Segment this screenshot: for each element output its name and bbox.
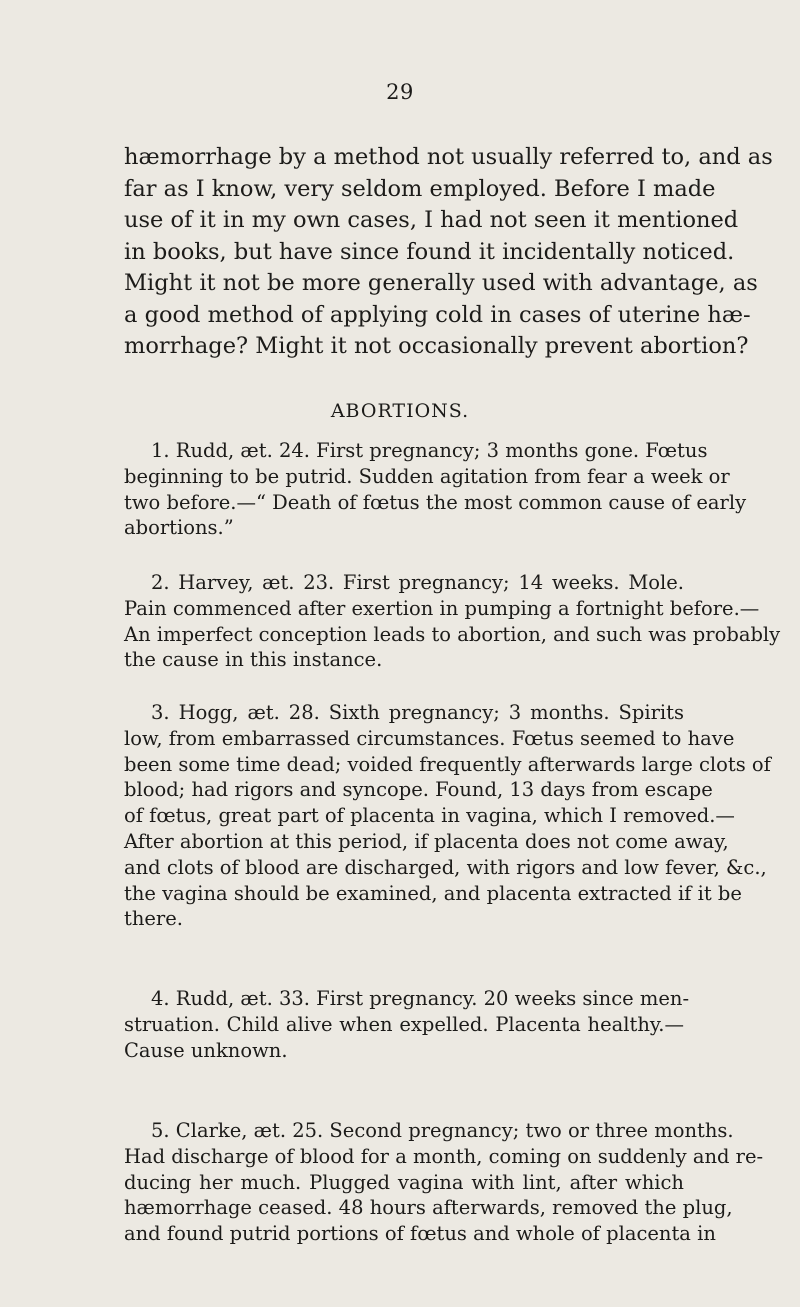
text-line: 4. Rudd, æt. 33. First pregnancy. 20 weeks since men- [151,987,690,1010]
text-line: After abortion at this period, if placenta does not come away, [124,829,729,853]
page-number: 29 [386,80,414,104]
text-line: and found putrid portions of fœtus and whole of placenta in [124,1222,716,1246]
section-heading: ABORTIONS. [330,400,470,422]
text-line: 1. Rudd, æt. 24. First pregnancy; 3 months gone. Fœtus [151,439,708,462]
text-line: beginning to be putrid. Sudden agitation from fear a week or [124,464,730,488]
case-entry-1 [124,438,747,541]
text-line: blood; had rigors and syncope. Found, 13 days from escape [124,778,713,802]
case-entry-3 [124,700,771,932]
text-line: 3. Hogg, æt. 28. Sixth pregnancy; 3 months. Spirits [151,701,684,724]
text-line: ducing her much. Plugged vagina with lint, after which [124,1170,684,1194]
text-line: An imperfect conception leads to abortion, and such was probably [124,622,781,646]
text-line: there. [124,907,183,931]
text-line: 2. Harvey, æt. 23. First pregnancy; 14 weeks. Mole. [151,571,684,594]
text-line: abortions.” [124,516,234,540]
case-entry-2 [124,570,781,673]
intro-paragraph [124,142,773,363]
text-line: Had discharge of blood for a month, coming on suddenly and re- [124,1144,764,1168]
text-line: the cause in this instance. [124,648,383,672]
text-line: use of it in my own cases, I had not seen it mentioned [124,207,739,233]
text-line: Might it not be more generally used with advantage, as [124,270,758,296]
text-line: two before.—“ Death of fœtus the most common cause of early [124,490,747,514]
text-line: low, from embarrassed circumstances. Fœtus seemed to have [124,726,735,750]
text-line: a good method of applying cold in cases of uterine hæ- [124,301,751,328]
text-line: morrhage? Might it not occasionally prevent abortion? [124,333,749,359]
text-line: struation. Child alive when expelled. Placenta healthy.— [124,1012,684,1036]
text-line: and clots of blood are discharged, with rigors and low fever, &c., [124,855,767,879]
text-line: hæmorrhage by a method not usually referred to, and as [124,144,773,170]
text-line: been some time dead; voided frequently afterwards large clots of [124,752,771,776]
case-entry-4 [124,986,690,1063]
text-line: Pain commenced after exertion in pumping a fortnight before.— [124,596,760,620]
text-line: far as I know, very seldom employed. Before I made [124,175,716,202]
text-line: 5. Clarke, æt. 25. Second pregnancy; two or three months. [151,1119,734,1142]
text-line: Cause unknown. [124,1038,288,1062]
text-line: hæmorrhage ceased. 48 hours afterwards, removed the plug, [124,1196,733,1220]
case-entry-5 [124,1118,764,1247]
text-line: in books, but have since found it incidentally noticed. [124,238,735,265]
text-line: of fœtus, great part of placenta in vagina, which I removed.— [124,804,735,828]
text-line: the vagina should be examined, and placenta extracted if it be [124,881,742,905]
